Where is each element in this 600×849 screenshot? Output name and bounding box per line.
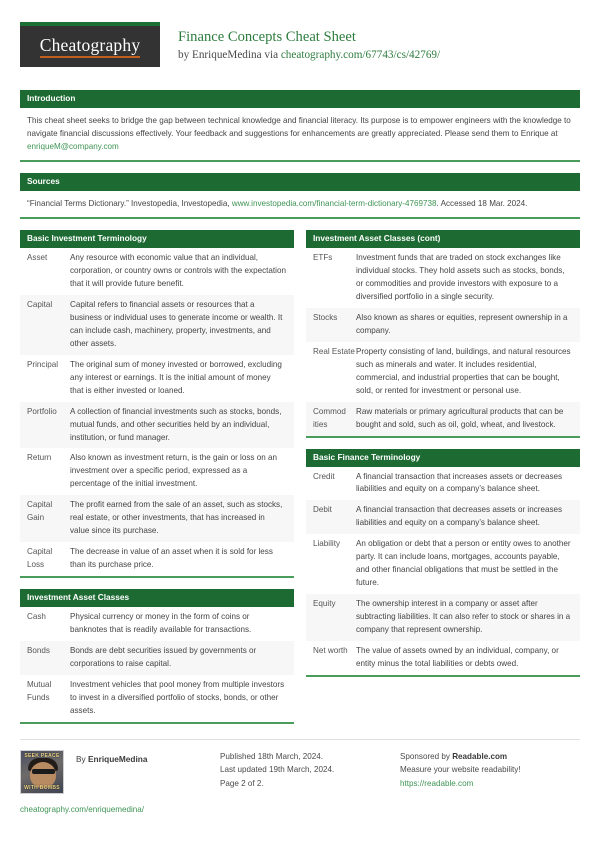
footer-author-column (20, 750, 220, 816)
sponsor-link[interactable]: https://readable.com (400, 779, 474, 789)
sponsor-name[interactable]: Readable.com (452, 751, 508, 761)
table-row (20, 641, 294, 675)
table-heading: Basic Finance Terminology (306, 449, 580, 467)
table-row (20, 295, 294, 355)
table-row (306, 248, 580, 308)
table-row (306, 594, 580, 641)
row-definition: Capital refers to financial assets or resources that a business or individual uses to generate income or wealth. It can include cash, machinery, property, investments, and other assets. (70, 300, 283, 348)
row-definition: The value of assets owned by an individual, company, or entity minus the total liabilities or debts owed. (356, 645, 559, 668)
sponsor-prefix: Sponsored by (400, 751, 453, 761)
row-definition: A collection of financial investments such as stocks, bonds, mutual funds, and other securities held by an individual, institution, or fund manager. (70, 406, 282, 442)
sources-block (20, 173, 580, 219)
author-by-label: By (76, 753, 88, 764)
sponsor-tagline: Measure your website readability! (400, 765, 521, 775)
footer-publication-column (220, 750, 400, 816)
row-term: Return (27, 453, 52, 463)
title-block (178, 22, 440, 62)
published-date: Published 18th March, 2024. (220, 751, 324, 761)
table-row (20, 355, 294, 402)
right-column (306, 230, 580, 687)
row-term: ETFs (313, 253, 333, 263)
table-row (20, 542, 294, 576)
row-term: Capital Loss (27, 547, 53, 570)
table-row (20, 402, 294, 449)
row-term: Cash (27, 611, 46, 621)
row-term: Liability (313, 539, 340, 549)
row-term: Principal (27, 359, 59, 369)
byline-prefix: by (178, 49, 192, 62)
row-definition: An obligation or debt that a person or entity owes to another party. It can include loans, mortgages, accounts payable, and other financial obligations that must be settled in the future. (356, 539, 571, 588)
introduction-block (20, 90, 580, 162)
byline-author[interactable]: EnriqueMedina (191, 49, 262, 62)
avatar-glasses-icon (32, 769, 55, 774)
row-term: Asset (27, 253, 48, 263)
row-term: Real Estate (313, 346, 355, 356)
byline (178, 48, 440, 62)
table-heading: Investment Asset Classes (20, 589, 294, 607)
introduction-heading: Introduction (20, 90, 580, 108)
table-row (20, 495, 294, 542)
table-heading: Investment Asset Classes (cont) (306, 230, 580, 248)
table-row (20, 607, 294, 641)
table-row (306, 641, 580, 675)
sources-url-link[interactable]: www.investopedia.com/financial-term-dictionary-4769738 (231, 199, 437, 209)
introduction-email-link[interactable]: enriqueM@company.com (27, 142, 119, 152)
sources-heading: Sources (20, 173, 580, 191)
sources-body (20, 191, 580, 219)
introduction-body (20, 108, 580, 162)
byline-url-link[interactable]: cheatography.com/67743/cs/42769/ (280, 49, 441, 62)
author-profile-link[interactable]: cheatography.com/enriquemedina/ (20, 804, 145, 814)
sources-citation-suffix: . Accessed 18 Mar. 2024. (436, 199, 528, 209)
table-body (20, 248, 294, 578)
table-row (306, 467, 580, 501)
row-definition: Property consisting of land, buildings, and natural resources such as minerals and water. It includes residential, commercial, and industrial properties that can be bought, sold, or rented for investment or personal use. (356, 346, 571, 395)
table-basic-finance-terminology (306, 449, 580, 677)
table-investment-asset-classes (20, 589, 294, 724)
table-body (306, 467, 580, 677)
row-definition: The original sum of money invested or borrowed, excluding any interest or earnings. It is the initial amount of money that is either invested or loaned. (70, 359, 282, 395)
table-row (306, 500, 580, 534)
table-row (20, 448, 294, 495)
table-row (306, 342, 580, 402)
table-investment-asset-classes-cont (306, 230, 580, 437)
author-row (20, 750, 212, 794)
content-columns (20, 230, 580, 734)
table-basic-investment-terminology (20, 230, 294, 578)
page-number: Page 2 of 2. (220, 779, 264, 789)
left-column (20, 230, 294, 734)
row-term: Capital Gain (27, 500, 53, 523)
row-definition: The profit earned from the sale of an asset, such as stocks, real estate, or other investments, that has increased in value since its purchase. (70, 500, 283, 536)
table-row (306, 308, 580, 342)
row-term: Debit (313, 505, 332, 515)
row-term: Net worth (313, 645, 348, 655)
row-definition: Any resource with economic value that an individual, corporation, or country owns or controls with the expectation that it will provide future benefit. (70, 253, 286, 289)
avatar[interactable] (20, 750, 64, 794)
page-title: Finance Concepts Cheat Sheet (178, 29, 356, 45)
table-row (306, 402, 580, 436)
row-definition: Also known as shares or equities, represent ownership in a company. (356, 313, 568, 335)
row-definition: A financial transaction that decreases assets or increases liabilities and equity on a company’s balance sheet. (356, 505, 563, 528)
table-heading: Basic Investment Terminology (20, 230, 294, 248)
row-definition: A financial transaction that increases assets or decreases liabilities and equity on a company’s balance sheet. (356, 471, 563, 494)
table-row (20, 675, 294, 722)
row-term: Credit (313, 471, 335, 481)
row-term: Capital (27, 300, 53, 310)
introduction-text: This cheat sheet seeks to bridge the gap between technical knowledge and financial literacy. Its purpose is to empower engineers with the knowledge to navigate financial discussions effectively. Your feedback and suggestions for enhancements are greatly appreciated. Please send them to Enrique at (27, 115, 571, 139)
row-definition: The ownership interest in a company or asset after subtracting liabilities. It can also refer to stock or shares in a company that represent ownership. (356, 599, 571, 634)
row-definition: Investment funds that are traded on stock exchanges like individual stocks. They hold assets such as stocks, bonds, or commodities and provide investors with exposure to a diversified portfolio in a single security. (356, 253, 565, 302)
cheatography-logo[interactable] (20, 22, 160, 67)
logo-wordmark: Cheatography (40, 35, 141, 58)
author-name-value[interactable]: EnriqueMedina (88, 753, 148, 764)
row-definition: Physical currency or money in the form of coins or banknotes that is readily available for transactions. (70, 611, 252, 634)
table-row (20, 248, 294, 295)
table-body (306, 248, 580, 437)
sponsor-link-line (400, 777, 580, 791)
last-updated-date: Last updated 19th March, 2024. (220, 765, 335, 775)
page-footer (20, 739, 580, 816)
row-term: Bonds (27, 645, 50, 655)
avatar-caption-top: SEEK PEACE (24, 752, 60, 759)
table-row (306, 534, 580, 594)
row-definition: The decrease in value of an asset when it is sold for less than its purchase price. (70, 547, 273, 570)
sponsor-line (400, 750, 580, 764)
row-term: Equity (313, 599, 336, 608)
table-body (20, 607, 294, 724)
page-header (20, 22, 580, 74)
row-term: Mutual Funds (27, 679, 52, 702)
row-term: Stocks (313, 313, 338, 323)
row-definition: Also known as investment return, is the gain or loss on an investment over a specific period, expressed as a percentage of the initial investment. (70, 453, 277, 489)
row-term: Commod ities (313, 406, 346, 429)
author-name (64, 750, 147, 765)
row-definition: Raw materials or primary agricultural products that can be bought and sold, such as oil, gold, wheat, and livestock. (356, 406, 564, 429)
sources-citation-prefix: “Financial Terms Dictionary.” Investopedia, Investopedia, (27, 199, 232, 209)
row-definition: Bonds are debt securities issued by governments or corporations to raise capital. (70, 645, 257, 668)
row-definition: Investment vehicles that pool money from multiple investors to invest in a diversified portfolio of stocks, bonds, or other assets. (70, 679, 285, 715)
row-term: Portfolio (27, 406, 57, 416)
footer-sponsor-column (400, 750, 580, 816)
byline-via: via (261, 49, 281, 62)
avatar-caption-bottom: WITH BOMBS (24, 784, 60, 791)
